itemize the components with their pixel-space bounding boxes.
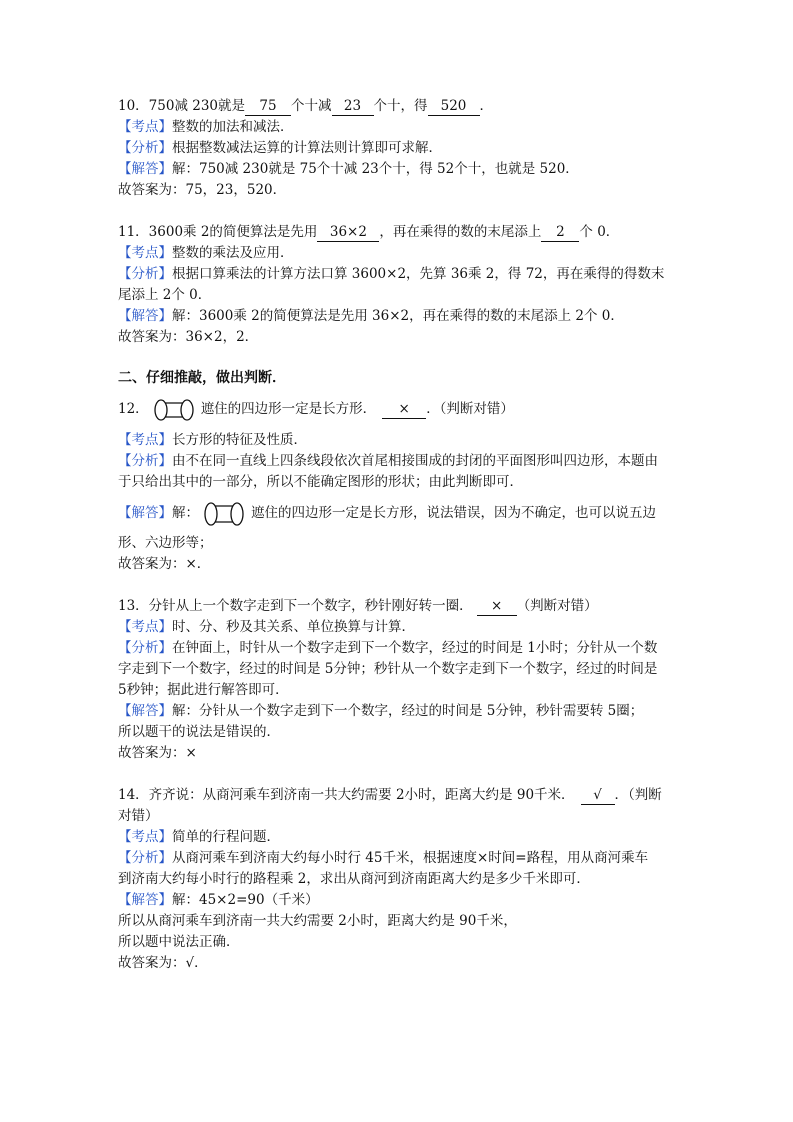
q10-stem-text-c: 个十，得 — [373, 98, 428, 114]
q12-jieda-text: 遮住的四边形一定是长方形，说法错误，因为不确定，也可以说五边 — [251, 505, 656, 521]
q12-stem-tail: ．（判断对错） — [426, 401, 514, 417]
q12-blank: × — [382, 401, 426, 419]
q11-jieda — [118, 306, 678, 326]
q10-blank-1: 75 — [245, 98, 291, 116]
q11-fenxi-text-1: 根据口算乘法的计算方法口算 3600×2，先算 36乘 2，得 72，再在乘得的得数末 — [172, 266, 665, 282]
q12-jieda-line2: 形、六边形等； — [118, 535, 213, 551]
fenxi-tag: 【分析】 — [118, 453, 172, 469]
q10-answer: 故答案为：75，23，520． — [118, 182, 287, 198]
q10-blank-3: 520 — [428, 98, 480, 116]
fenxi-tag: 【分析】 — [118, 850, 172, 866]
q13-answer: 故答案为：× — [118, 745, 197, 761]
q12-answer: 故答案为：×． — [118, 556, 211, 572]
kaodian-tag: 【考点】 — [118, 619, 172, 635]
fenxi-tag: 【分析】 — [118, 266, 172, 282]
q11-stem-text-b: ，再在乘得的数的末尾添上 — [379, 224, 542, 240]
q10-stem-text-b: 个十减 — [291, 98, 332, 114]
q13-blank: × — [477, 598, 517, 616]
kaodian-tag: 【考点】 — [118, 245, 172, 261]
q12-jieda — [118, 501, 678, 526]
q12-stem — [118, 398, 678, 421]
q13-fenxi-text-1: 在钟面上，时针从一个数字走到下一个数字，经过的时间是 1小时；分针从一个数 — [172, 640, 658, 656]
q10-stem-end: ． — [479, 98, 494, 114]
q12-fenxi — [118, 451, 678, 471]
q13-jieda — [118, 701, 678, 721]
q11-kaodian — [118, 243, 678, 263]
q14-fenxi-line2: 到济南大约每小时行的路程乘 2，求出从商河到济南距离大约是多少千米即可． — [118, 871, 590, 887]
q11-fenxi-line2: 尾添上 2个 0． — [118, 287, 212, 303]
q11-fenxi — [118, 264, 678, 284]
q14-jieda-text-1: 解：45×2=90（千米） — [172, 892, 319, 908]
section-2-title: 二、仔细推敲，做出判断． — [118, 370, 286, 386]
q12-fenxi-text-1: 由不在同一直线上四条线段依次首尾相接围成的封闭的平面图形叫四边形，本题由 — [172, 453, 658, 469]
q13-fenxi-line3: 5秒钟；据此进行解答即可． — [118, 682, 289, 698]
q12-jieda-prefix: 解： — [172, 505, 199, 521]
q12-fenxi-line2: 于只给出其中的一部分，所以不能确定图形的形状；由此判断即可． — [118, 474, 523, 490]
q10-fenxi-text: 根据整数减法运算的计算法则计算即可求解． — [172, 140, 442, 156]
q14-kaodian-text: 简单的行程问题． — [172, 829, 280, 845]
q11-jieda-text: 解：3600乘 2的简便算法是先用 36×2，再在乘得的数的末尾添上 2个 0． — [172, 308, 624, 324]
q12-kaodian-text: 长方形的特征及性质． — [172, 432, 307, 448]
jieda-tag: 【解答】 — [118, 892, 172, 908]
q13-stem — [118, 596, 678, 616]
q14-fenxi-text-1: 从商河乘车到济南大约每小时行 45千米，根据速度×时间=路程，用从商河乘车 — [172, 850, 649, 866]
q12-stem-text: 遮住的四边形一定是长方形． — [200, 401, 377, 417]
q10-stem — [118, 96, 678, 116]
q10-kaodian-text: 整数的加法和减法． — [172, 119, 294, 135]
q11-blank-1: 36×2 — [317, 224, 379, 242]
q13-jieda-line2: 所以题干的说法是错误的． — [118, 724, 280, 740]
jieda-tag: 【解答】 — [118, 161, 172, 177]
covered-quadrilateral-icon — [151, 399, 197, 421]
q14-stem-line2: 对错） — [118, 808, 159, 824]
q13-stem-tail: （判断对错） — [516, 598, 598, 614]
q13-kaodian — [118, 617, 678, 637]
q14-kaodian — [118, 827, 678, 847]
fenxi-tag: 【分析】 — [118, 140, 172, 156]
q14-jieda-line3: 所以题中说法正确． — [118, 934, 240, 950]
q10-blank-2: 23 — [332, 98, 374, 116]
q14-stem-tail: ．（判断 — [614, 787, 662, 803]
kaodian-tag: 【考点】 — [118, 119, 172, 135]
q11-kaodian-text: 整数的乘法及应用． — [172, 245, 294, 261]
q13-fenxi-line2: 字走到下一个数字，经过的时间是 5分钟；秒针从一个数字走到下一个数字，经过的时间是 — [118, 661, 658, 677]
q13-fenxi — [118, 638, 678, 658]
jieda-tag: 【解答】 — [118, 703, 172, 719]
q14-answer: 故答案为：√． — [118, 955, 208, 971]
q13-kaodian-text: 时、分、秒及其关系、单位换算与计算． — [172, 619, 415, 635]
q12-number: 12． — [118, 401, 149, 417]
q10-kaodian — [118, 117, 678, 137]
q10-jieda-text: 解：750减 230就是 75个十减 23个十，得 52个十，也就是 520． — [172, 161, 579, 177]
q11-stem-text-c: 个 0． — [579, 224, 620, 240]
q14-fenxi — [118, 848, 678, 868]
q11-blank-2: 2 — [541, 224, 579, 242]
q10-stem-text-a: 10．750减 230就是 — [118, 98, 246, 114]
q12-kaodian — [118, 430, 678, 450]
fenxi-tag: 【分析】 — [118, 640, 172, 656]
q14-jieda — [118, 890, 678, 910]
q10-fenxi — [118, 138, 678, 158]
covered-quadrilateral-icon — [201, 502, 247, 526]
q14-stem-text: 14．齐齐说：从商河乘车到济南一共大约需要 2小时，距离大约是 90千米． — [118, 787, 575, 803]
q13-jieda-text-1: 解：分针从一个数字走到下一个数字，经过的时间是 5分钟，秒针需要转 5圈； — [172, 703, 644, 719]
q10-jieda — [118, 159, 678, 179]
q14-jieda-line2: 所以从商河乘车到济南一共大约需要 2小时，距离大约是 90千米， — [118, 913, 517, 929]
kaodian-tag: 【考点】 — [118, 432, 172, 448]
q14-blank: √ — [581, 787, 615, 805]
q13-stem-text: 13．分针从上一个数字走到下一个数字，秒针刚好转一圈． — [118, 598, 473, 614]
jieda-tag: 【解答】 — [118, 308, 172, 324]
q14-stem — [118, 785, 678, 805]
jieda-tag: 【解答】 — [118, 505, 172, 521]
q11-stem — [118, 222, 678, 242]
q11-answer: 故答案为：36×2，2． — [118, 329, 259, 345]
q11-stem-text-a: 11．3600乘 2的简便算法是先用 — [118, 224, 318, 240]
kaodian-tag: 【考点】 — [118, 829, 172, 845]
